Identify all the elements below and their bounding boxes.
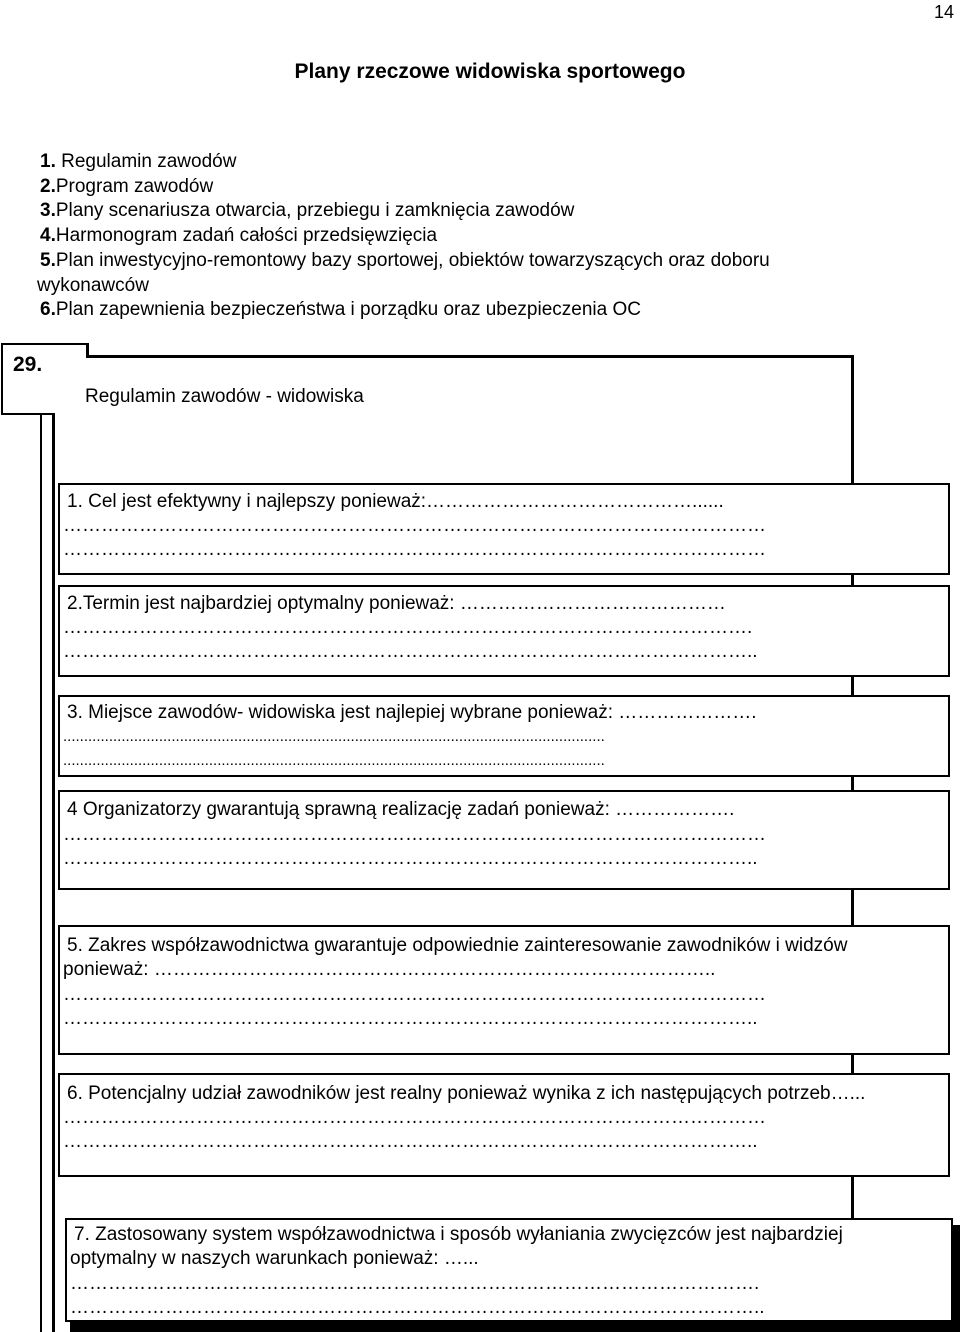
frame-edge (52, 415, 55, 1332)
answer-line[interactable]: .................................................................................................................................. (63, 752, 605, 769)
plan-list-item: 2.Program zawodów (40, 175, 214, 197)
answer-line[interactable]: ………………………………………………………………………………………………… (63, 824, 766, 845)
question-7-text: 7. Zastosowany system współzawodnictwa i sposób wyłaniania zwycięzców jest najbardziej (74, 1224, 843, 1245)
frame-edge (40, 415, 42, 1332)
question-box-5 (58, 925, 950, 1055)
page-number: 14 (933, 2, 954, 22)
answer-line[interactable]: ………………………………………………………………………………………………… (63, 539, 766, 560)
question-box-6 (58, 1073, 950, 1177)
question-6-text: 6. Potencjalny udział zawodników jest realny ponieważ wynika z ich następujących potrzeb…... (67, 1083, 866, 1104)
answer-line[interactable]: ………………………………………………………………………………………………… (63, 1107, 766, 1128)
question-3-text: 3. Miejsce zawodów- widowiska jest najlepiej wybrane ponieważ: …………………. (67, 702, 757, 723)
answer-line[interactable]: ……………………………………………………………………………………………….. (70, 1297, 765, 1318)
plan-list-item: 4.Harmonogram zadań całości przedsięwzięcia (40, 225, 438, 247)
answer-line[interactable]: ………………………………………………………………………………………………… (63, 984, 766, 1005)
question-5-text: 5. Zakres współzawodnictwa gwarantuje odpowiednie zainteresowanie zawodników i widzów (67, 935, 848, 956)
plan-list-item: 6.Plan zapewnienia bezpieczeństwa i porządku oraz ubezpieczenia OC (40, 299, 641, 321)
question-2-text: 2.Termin jest najbardziej optymalny ponieważ: …………………………………… (67, 593, 726, 614)
plan-list-item-continuation: wykonawców (37, 274, 149, 296)
answer-line[interactable]: ……………………………………………………………………………………………….. (63, 641, 758, 662)
answer-line[interactable]: ……………………………………………………………………………………………….. (63, 848, 758, 869)
question-box-1 (58, 483, 950, 575)
plan-list-item: 1. Regulamin zawodów (40, 151, 237, 172)
question-box-7 (65, 1218, 953, 1322)
section-number: 29. (13, 353, 43, 376)
question-7-text-cont[interactable]: optymalny w naszych warunkach ponieważ: …... (70, 1248, 479, 1269)
question-box-2 (58, 585, 950, 677)
question-1-text: 1. Cel jest efektywny i najlepszy ponieważ:……………………………………...... (67, 491, 724, 512)
page-title: Plany rzeczowe widowiska sportowego (294, 60, 686, 83)
question-5-text-cont[interactable]: ponieważ: …………………………………………………………………………….. (63, 959, 716, 980)
answer-line[interactable]: ………………………………………………………………………………………………. (70, 1273, 760, 1294)
section-title: Regulamin zawodów - widowiska (85, 386, 364, 407)
plan-list-item: 5.Plan inwestycyjno-remontowy bazy sportowej, obiektów towarzyszących oraz doboru (40, 249, 770, 271)
plan-list-item: 3.Plany scenariusza otwarcia, przebiegu i zamknięcia zawodów (40, 200, 575, 222)
section-number-box (1, 343, 55, 415)
frame-edge (55, 343, 89, 345)
question-4-text: 4 Organizatorzy gwarantują sprawną realizację zadań ponieważ: ………………. (67, 799, 735, 820)
answer-line[interactable]: ……………………………………………………………………………………………….. (63, 1131, 758, 1152)
plan-list (37, 150, 770, 323)
question-box-3 (58, 695, 950, 777)
answer-line[interactable]: ………………………………………………………………………………………………… (63, 515, 766, 536)
question-box-4 (58, 790, 950, 890)
answer-line[interactable]: .................................................................................................................................. (63, 728, 605, 745)
answer-line[interactable]: ………………………………………………………………………………………………. (63, 617, 753, 638)
frame-edge (86, 355, 854, 358)
answer-line[interactable]: ……………………………………………………………………………………………….. (63, 1008, 758, 1029)
